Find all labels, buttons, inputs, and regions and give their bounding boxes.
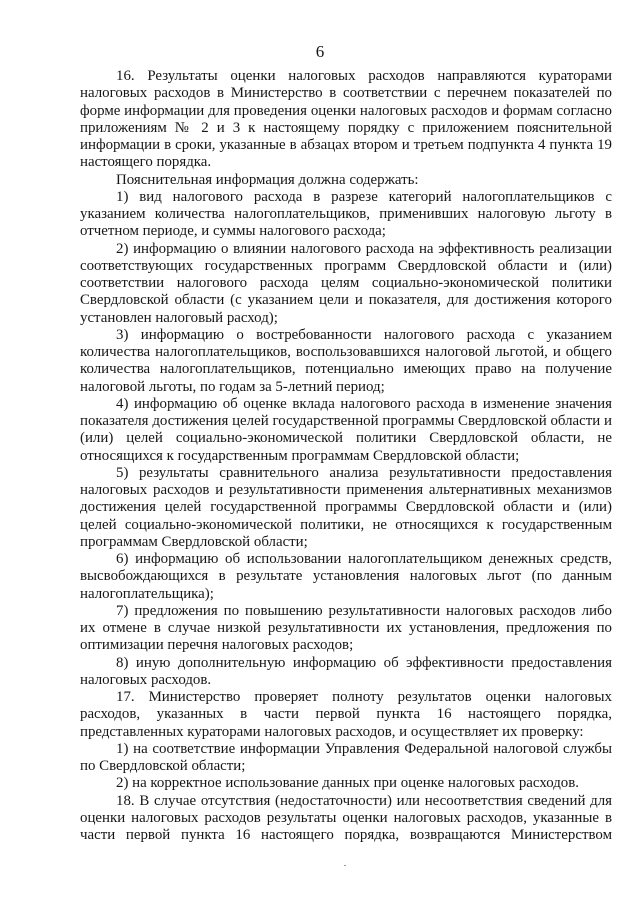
list-item-1: 1) вид налогового расхода в разрезе категорий налогоплательщиков с указанием количества налогоплательщиков, применивших налоговую льготу в отчетном периоде, и суммы налогового расхода; xyxy=(80,188,612,240)
list-item-7: 7) предложения по повышению результативности налоговых расходов либо их отмене в случае низкой результативности их установления, предложения по оптимизации перечня налоговых расходов; xyxy=(80,602,612,654)
paragraph-17: 17. Министерство проверяет полноту результатов оценки налоговых расходов, указанных в части первой пункта 16 настоящего порядка, представленных кураторами налоговых расходов, и осуществляет их проверку: xyxy=(80,689,612,740)
list-item-2: 2) информацию о влиянии налогового расхода на эффективность реализации соответствующих государственных программ Свердловской области и (или) соответствии налогового расхода целям социально-экономической политики Свердловской области (с указанием цели и показателя, для достижения которого установлен налоговый расход); xyxy=(80,240,612,326)
list-item-5: 5) результаты сравнительного анализа результативности предоставления налоговых расходов и результативности применения альтернативных механизмов достижения целей государственной программы Свердловской области и (или) целей социально-экономической политики, не относящихся к государственным программам Свердловской области; xyxy=(80,464,612,550)
scan-artifact xyxy=(344,865,346,866)
list-item-4: 4) информацию об оценке вклада налогового расхода в изменение значения показателя достижения целей государственной программы Свердловской области и (или) целей социально-экономической политики Свердловской области, не относящихся к государственным программам Свердловской области; xyxy=(80,395,612,464)
paragraph-16: 16. Результаты оценки налоговых расходов направляются кураторами налоговых расходов в Министерство в соответствии с перечнем показателей по форме информации для проведения оценки налоговых расходов и формам согласно приложениям № 2 и 3 к настоящему порядку с приложением пояснительной информации в сроки, указанные в абзацах втором и третьем подпункта 4 пункта 19 настоящего порядка. xyxy=(80,68,612,171)
check-item-2: 2) на корректное использование данных при оценке налоговых расходов. xyxy=(116,775,579,792)
list-item-8: 8) иную дополнительную информацию об эффективности предоставления налоговых расходов. xyxy=(80,654,612,688)
paragraph-explanatory-intro: Пояснительная информация должна содержать: xyxy=(116,171,419,188)
paragraph-18: 18. В случае отсутствия (недостаточности) или несоответствия сведений для оценки налоговых расходов результаты оценки налоговых расходов, указанные в части первой пункта 16 настоящего порядка, возвращаются Министерством xyxy=(80,792,612,843)
page-number: 6 xyxy=(315,42,325,61)
document-body xyxy=(80,68,612,844)
list-item-6: 6) информацию об использовании налогоплательщиком денежных средств, высвобождающихся в результате установления налоговых льгот (по данным налогоплательщика); xyxy=(80,551,612,602)
list-item-3: 3) информацию о востребованности налогового расхода с указанием количества налогоплательщиков, воспользовавшихся налоговой льготой, и общего количества налогоплательщиков, потенциально имеющих право на получение налоговой льготы, по годам за 5-летний период; xyxy=(80,326,612,395)
check-item-1: 1) на соответствие информации Управления Федеральной налоговой службы по Свердловской области; xyxy=(80,740,612,774)
